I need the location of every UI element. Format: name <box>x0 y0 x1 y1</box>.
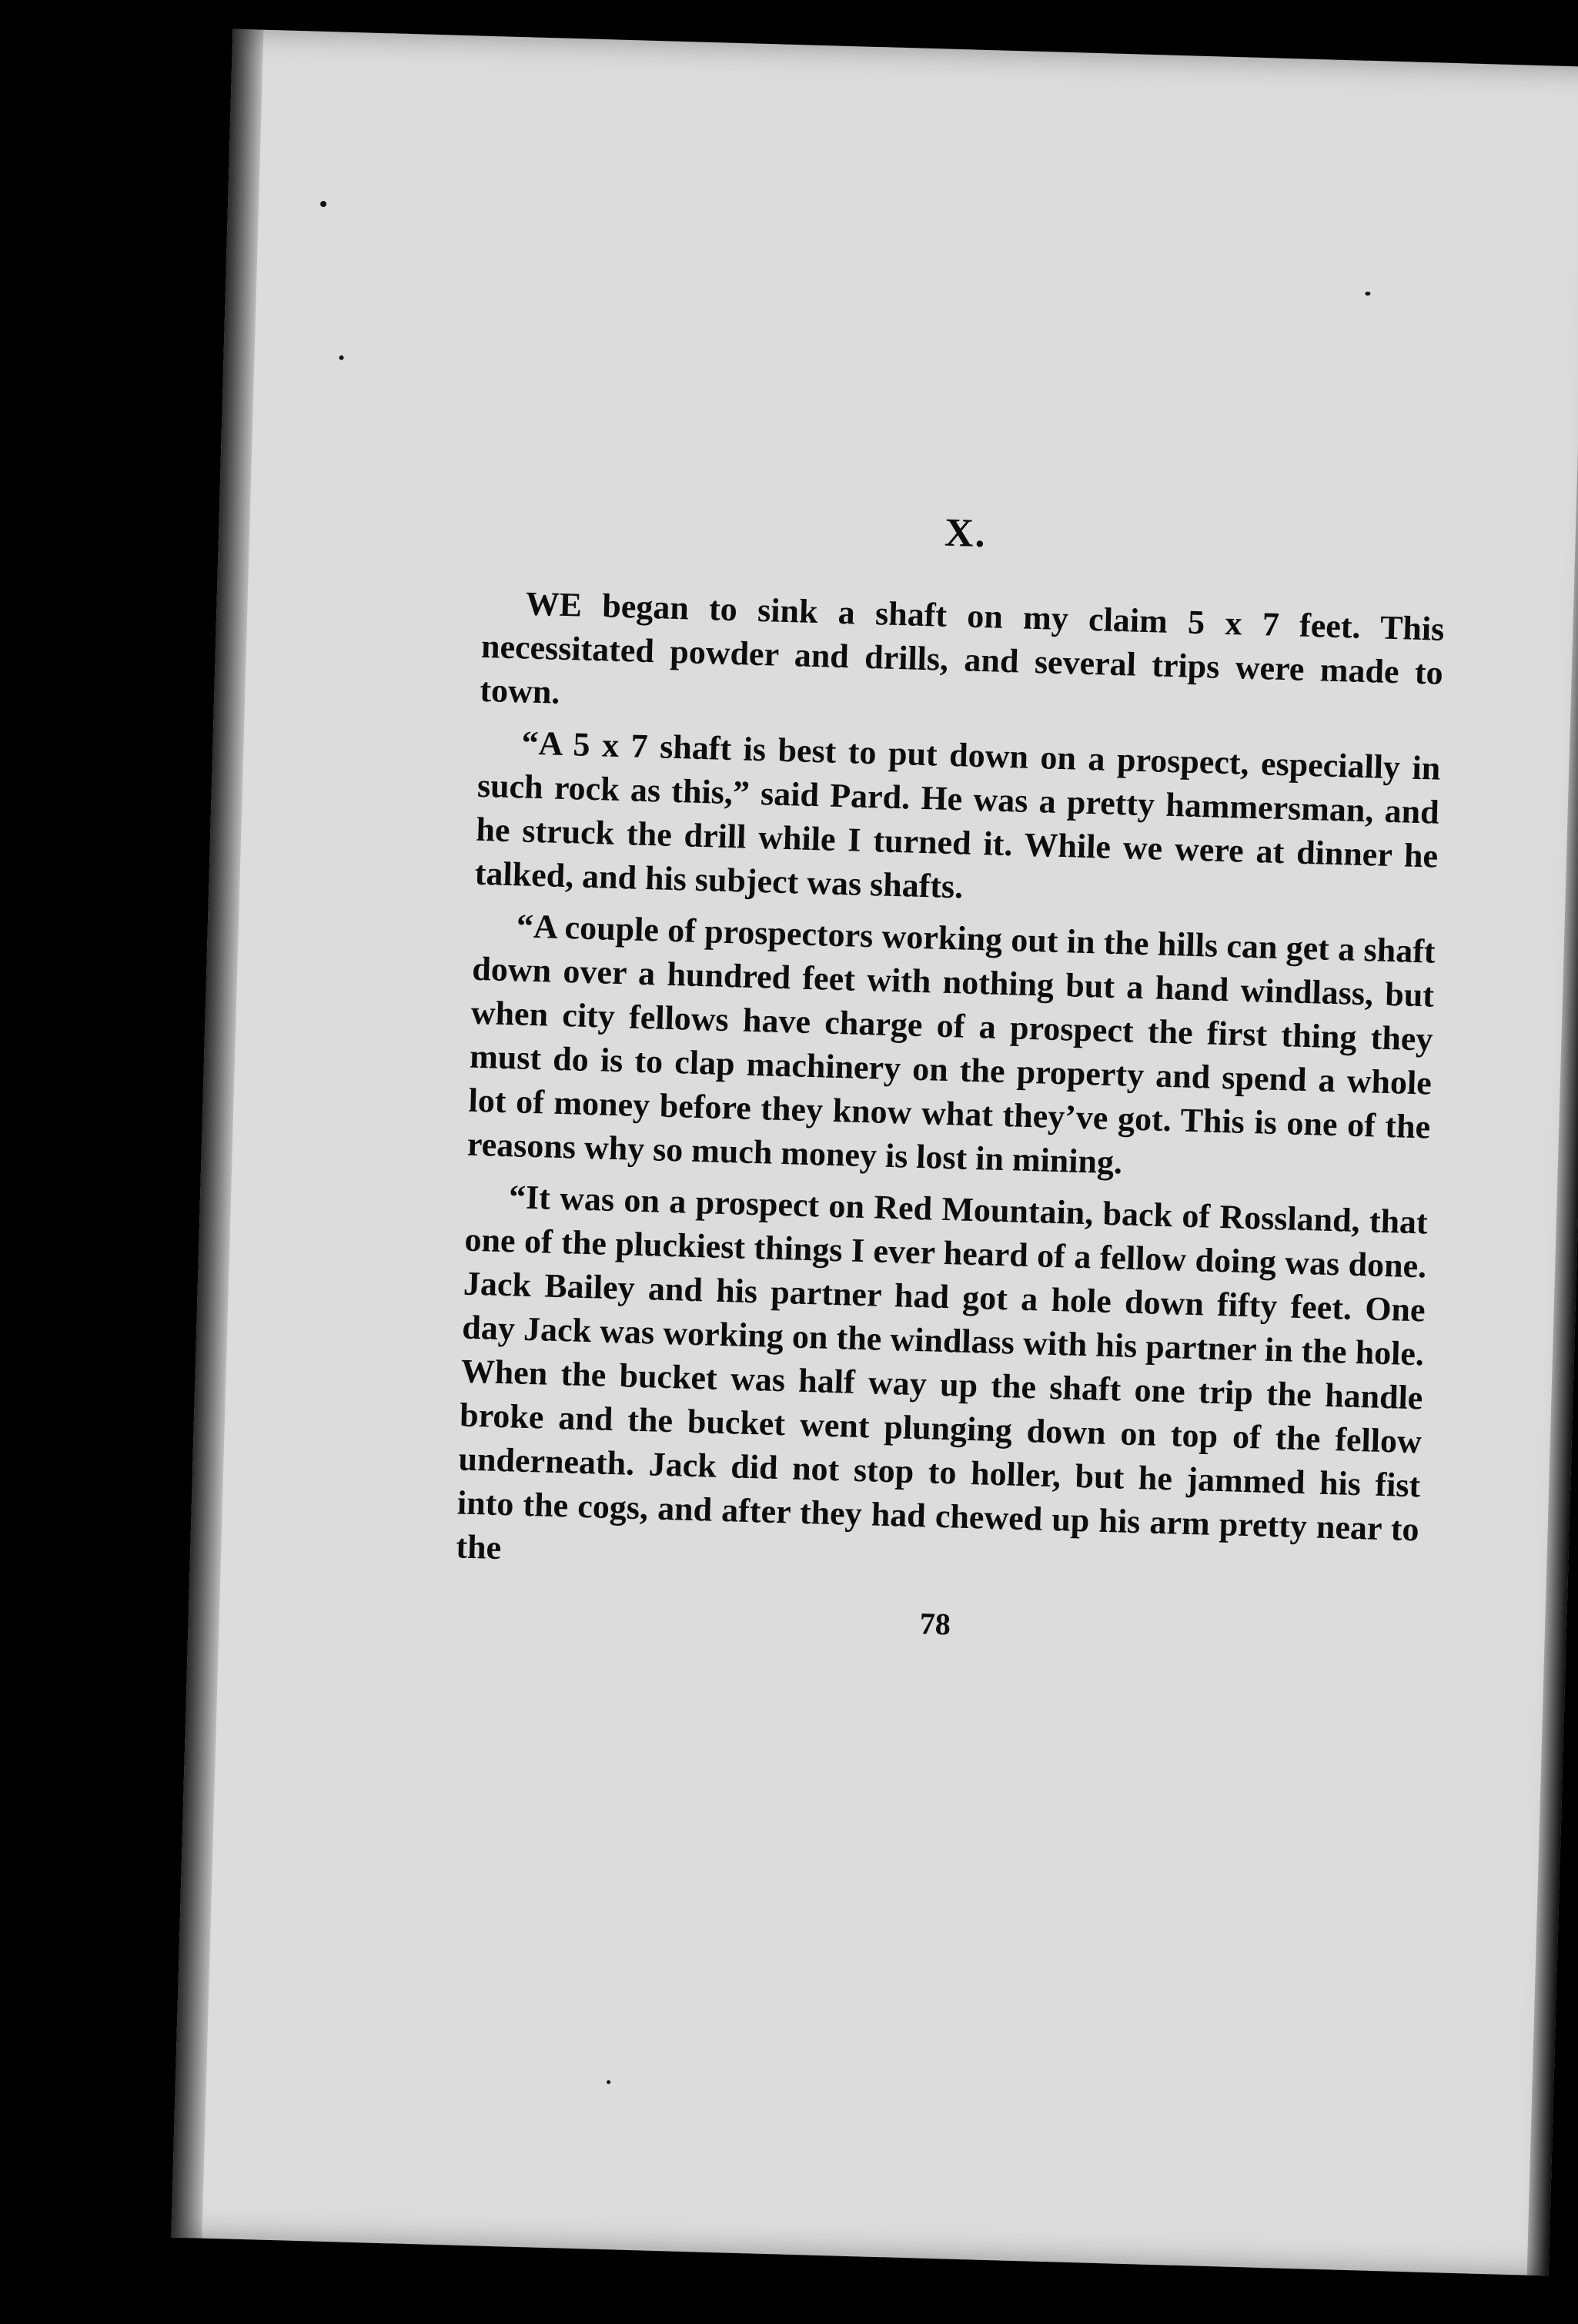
dust-speck <box>320 201 326 207</box>
paragraph: “It was on a prospect on Red Mountain, back of Rossland, that one of the pluckiest things I ever heard of a fellow doing was done. Jack Bailey and his partner had got a hole down fifty feet. One day Jack was working on the windlass with his partner in the hole. When the bucket was half way up the shaft one trip the handle broke and the bucket went plunging down on top of the fellow underneath. Jack did not stop to holler, but he jammed his fist into the cogs, and after they had chewed up his arm pretty near to the <box>455 1178 1429 1567</box>
dust-speck <box>607 2080 610 2084</box>
chapter-heading: X. <box>944 510 988 557</box>
paragraph: WE began to sink a shaft on my claim 5 x 7 feet. This necessitated powder and drills, and several trips were made to town. <box>479 584 1445 711</box>
page-text <box>453 498 1447 1659</box>
dust-speck <box>339 356 343 360</box>
page-number: 78 <box>919 1606 951 1642</box>
book-page <box>171 29 1578 2276</box>
dust-speck <box>1365 292 1370 296</box>
paragraph: “A 5 x 7 shaft is best to put down on a prospect, especially in such rock as this,” said Pard. He was a pretty hammersman, and he struck the drill while I turned it. While we were at dinner he talked, and his subject was shafts. <box>474 724 1441 906</box>
paragraph: “A couple of prospectors working out in the hills can get a shaft down over a hundred feet with nothing but a hand windlass, but when city fellows have charge of a prospect the first thing they must do is to clap machinery on the property and spend a whole lot of money before they know what they’ve got. This is one of the reasons why so much money is lost in mining. <box>466 907 1436 1182</box>
